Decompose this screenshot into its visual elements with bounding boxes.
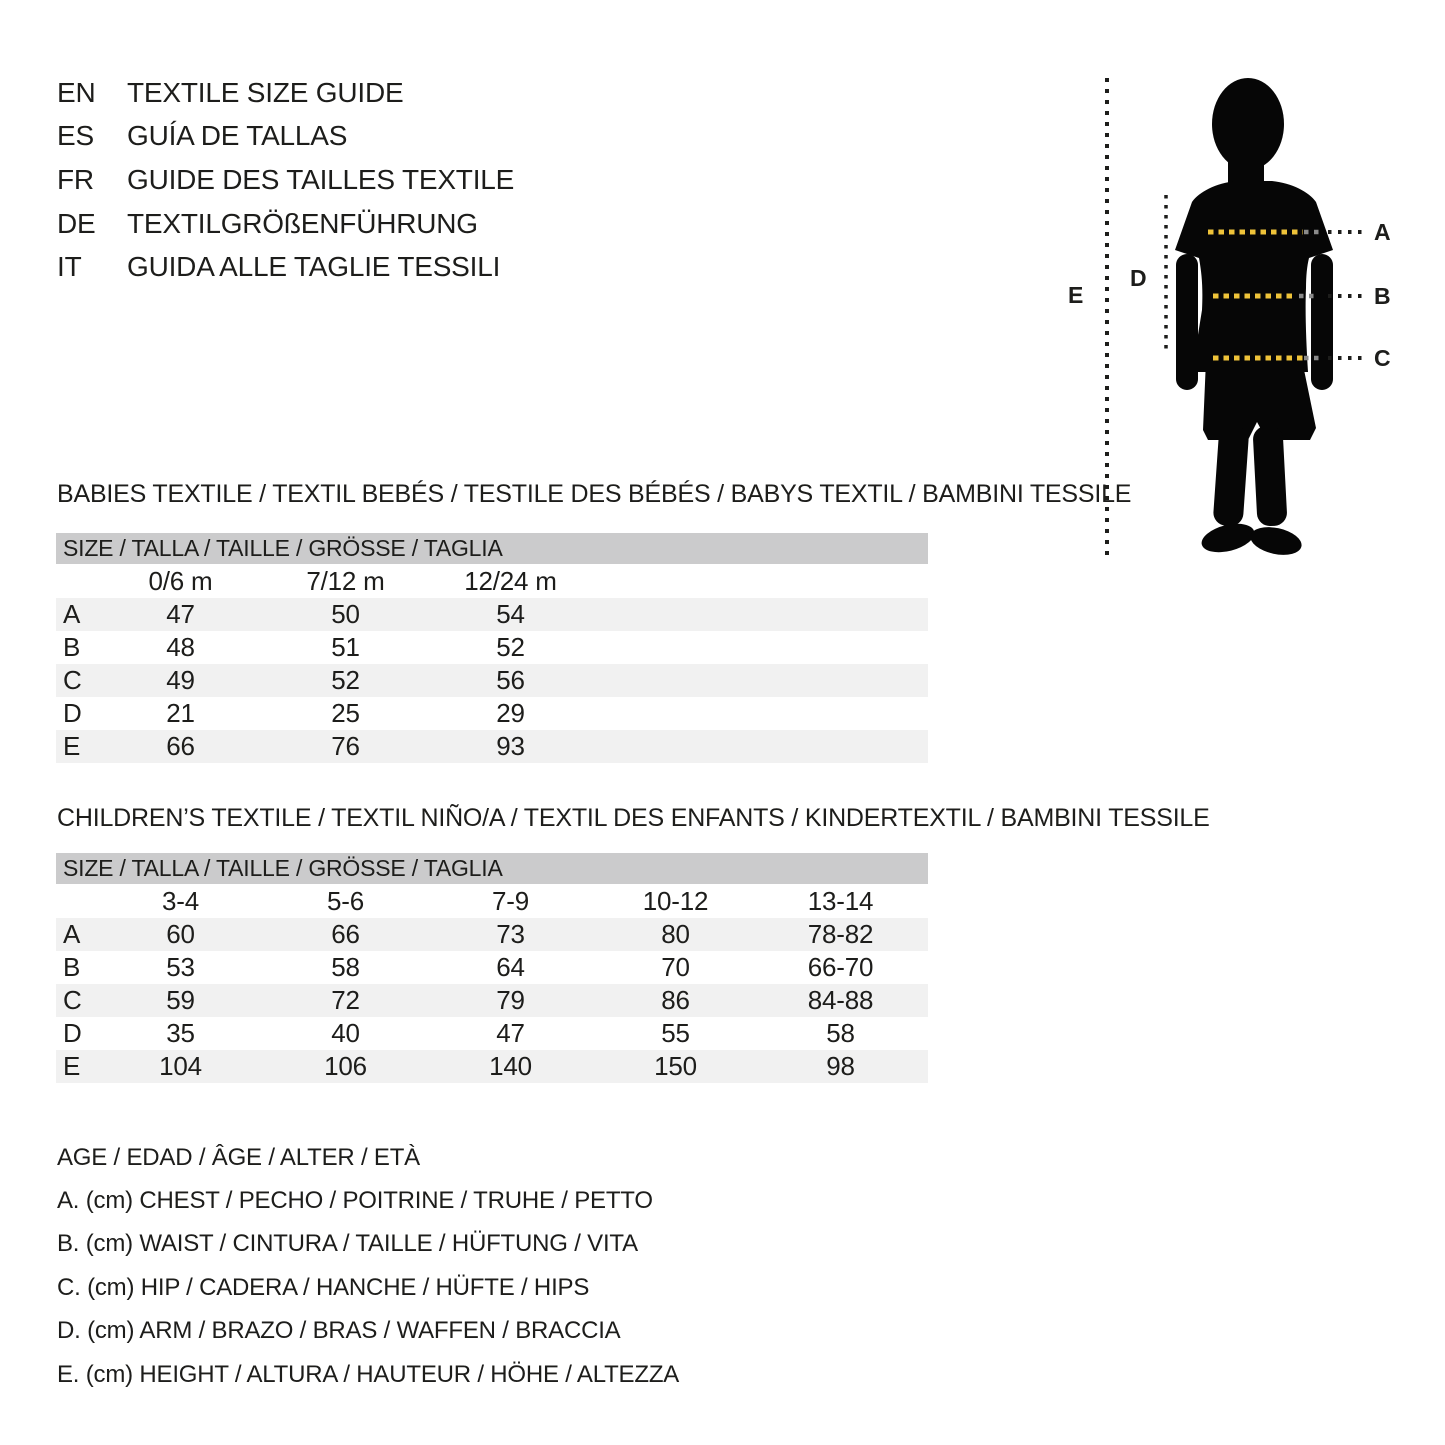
cell: 58 [331, 952, 360, 982]
figure-label-c: C [1374, 345, 1391, 371]
language-title: TEXTILGRÖßENFÜHRUNG [127, 207, 478, 239]
cell: 47 [496, 1018, 525, 1048]
table-row [56, 598, 928, 631]
cell: 50 [331, 599, 360, 629]
cell: 25 [331, 698, 360, 728]
language-header [57, 71, 514, 289]
language-row-fr [57, 158, 514, 202]
language-row-de [57, 202, 514, 246]
language-row-it [57, 245, 514, 289]
cell: 48 [166, 632, 195, 662]
row-label: D [63, 698, 82, 728]
cell: 72 [331, 985, 360, 1015]
legend-line-height: E. (cm) HEIGHT / ALTURA / HAUTEUR / HÖHE / ALTEZZA [57, 1360, 680, 1388]
cell: 55 [661, 1018, 690, 1048]
cell: 52 [331, 665, 360, 695]
table-row [56, 664, 928, 697]
size-header-bar: SIZE / TALLA / TAILLE / GRÖSSE / TAGLIA [56, 853, 928, 884]
language-row-en [57, 71, 514, 115]
cell: 54 [496, 599, 525, 629]
column-header: 7/12 m [306, 565, 385, 596]
language-title: TEXTILE SIZE GUIDE [127, 76, 404, 108]
cell: 40 [331, 1018, 360, 1048]
cell: 66-70 [807, 952, 874, 982]
legend-line-hip: C. (cm) HIP / CADERA / HANCHE / HÜFTE / HIPS [57, 1273, 590, 1301]
column-header: 12/24 m [464, 565, 557, 596]
cell: 60 [166, 919, 195, 949]
cell: 66 [166, 731, 195, 761]
table-row [56, 984, 928, 1017]
column-header-row [56, 564, 928, 598]
column-header: 10-12 [642, 885, 709, 916]
legend-line-chest: A. (cm) CHEST / PECHO / POITRINE / TRUHE / PETTO [57, 1187, 653, 1215]
row-label: E [63, 1051, 81, 1081]
row-label: A [63, 919, 81, 949]
cell: 64 [496, 952, 525, 982]
cell: 51 [331, 632, 360, 662]
child-silhouette [1175, 78, 1333, 559]
cell: 58 [826, 1018, 855, 1048]
language-code: IT [57, 251, 82, 283]
language-code: EN [57, 76, 96, 108]
cell: 47 [166, 599, 195, 629]
cell: 78-82 [807, 919, 874, 949]
language-title: GUIDE DES TAILLES TEXTILE [127, 163, 515, 195]
column-header: 5-6 [327, 885, 364, 916]
table-row [56, 730, 928, 763]
legend-line-age: AGE / EDAD / ÂGE / ALTER / ETÀ [57, 1143, 420, 1171]
cell: 106 [324, 1051, 367, 1081]
language-code: DE [57, 207, 96, 239]
cell: 29 [496, 698, 525, 728]
language-title: GUÍA DE TALLAS [127, 120, 348, 152]
cell: 76 [331, 731, 360, 761]
table-row [56, 697, 928, 730]
column-header: 13-14 [807, 885, 874, 916]
column-header: 3-4 [162, 885, 199, 916]
cell: 73 [496, 919, 525, 949]
cell: 84-88 [807, 985, 874, 1015]
figure-label-e: E [1068, 282, 1084, 308]
figure-label-a: A [1374, 219, 1391, 245]
babies-section-title: BABIES TEXTILE / TEXTIL BEBÉS / TESTILE DES BÉBÉS / BABYS TEXTIL / BAMBINI TESSILE [57, 480, 1132, 508]
figure-label-d: D [1130, 265, 1147, 291]
cell: 79 [496, 985, 525, 1015]
language-row-es [57, 115, 514, 159]
cell: 98 [826, 1051, 855, 1081]
column-header: 7-9 [492, 885, 529, 916]
legend-line-arm: D. (cm) ARM / BRAZO / BRAS / WAFFEN / BRACCIA [57, 1317, 621, 1345]
cell: 70 [661, 952, 690, 982]
row-label: D [63, 1018, 82, 1048]
column-header: 0/6 m [148, 565, 213, 596]
language-code: ES [57, 120, 94, 152]
table-row [56, 1017, 928, 1050]
row-label: B [63, 632, 81, 662]
language-code: FR [57, 163, 94, 195]
cell: 49 [166, 665, 195, 695]
children-section-title: CHILDREN’S TEXTILE / TEXTIL NIÑO/A / TEXTIL DES ENFANTS / KINDERTEXTIL / BAMBINI TESSILE [57, 804, 1210, 832]
cell: 53 [166, 952, 195, 982]
cell: 86 [661, 985, 690, 1015]
figure-label-b: B [1374, 283, 1391, 309]
cell: 21 [166, 698, 195, 728]
legend-line-waist: B. (cm) WAIST / CINTURA / TAILLE / HÜFTUNG / VITA [57, 1230, 638, 1258]
row-label: B [63, 952, 81, 982]
cell: 104 [159, 1051, 202, 1081]
cell: 59 [166, 985, 195, 1015]
cell: 56 [496, 665, 525, 695]
cell: 93 [496, 731, 525, 761]
table-row [56, 1050, 928, 1083]
row-label: C [63, 665, 82, 695]
row-label: C [63, 985, 82, 1015]
measurement-legend [57, 1136, 679, 1396]
table-row [56, 631, 928, 664]
row-label: E [63, 731, 81, 761]
table-row [56, 951, 928, 984]
cell: 35 [166, 1018, 195, 1048]
cell: 52 [496, 632, 525, 662]
language-title: GUIDA ALLE TAGLIE TESSILI [127, 251, 501, 283]
column-header-row [56, 884, 928, 918]
size-header-bar: SIZE / TALLA / TAILLE / GRÖSSE / TAGLIA [56, 533, 928, 564]
table-row [56, 918, 928, 951]
cell: 150 [654, 1051, 697, 1081]
children-size-table [56, 853, 928, 1083]
cell: 140 [489, 1051, 532, 1081]
cell: 66 [331, 919, 360, 949]
babies-size-table [56, 533, 928, 763]
cell: 80 [661, 919, 690, 949]
row-label: A [63, 599, 81, 629]
